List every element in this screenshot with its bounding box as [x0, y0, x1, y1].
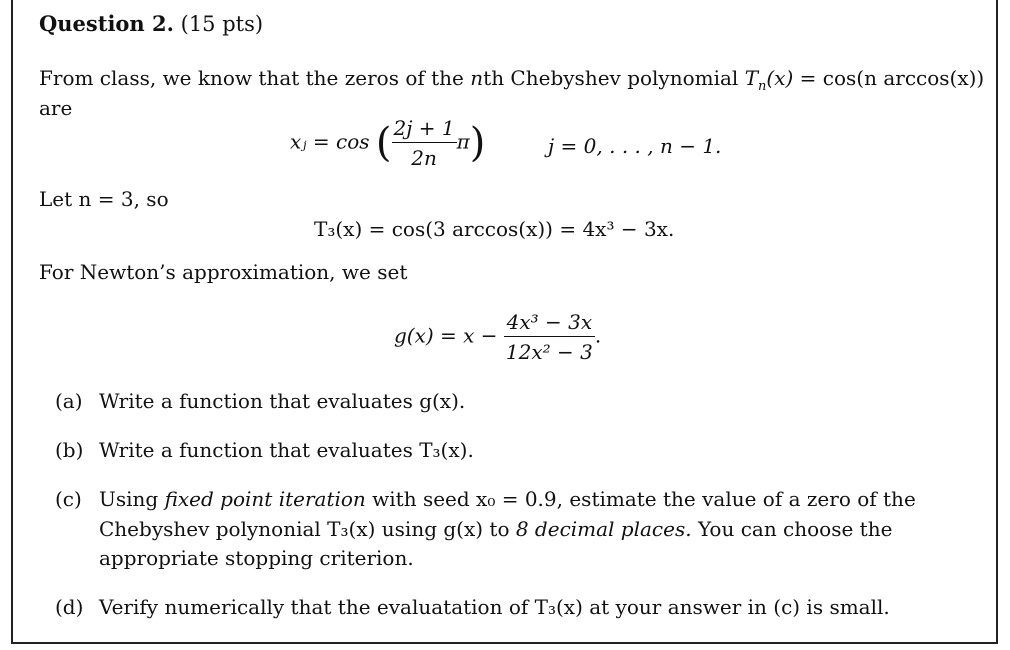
part-a [55, 391, 465, 411]
newton-period: . [594, 323, 602, 348]
newton-lhs: g(x) = x − [394, 323, 498, 348]
part-d [55, 597, 890, 617]
intro-th: th Chebyshev polynomial [483, 66, 739, 90]
chebyshev-symbol: $T_n(x)$ [744, 66, 794, 94]
intro-n: n [470, 66, 484, 90]
zeros-range: j = 0, . . . , n − 1. [548, 134, 722, 158]
let-text: Let n = 3, so [39, 187, 169, 211]
newton-denominator: 12x² − 3 [504, 336, 595, 364]
part-c [55, 489, 916, 509]
intro-are: are [39, 96, 73, 120]
zeros-denominator: 2n [392, 142, 457, 170]
part-c-label: (c) [55, 487, 82, 511]
zeros-lhs: xⱼ = cos [290, 129, 370, 154]
part-c-mid: with seed x₀ = 0.9, estimate the value of a zero of the [365, 487, 916, 511]
part-d-text: Verify numerically that the evaluatation of T₃(x) at your answer in (c) is small. [99, 595, 890, 619]
newton-intro: For Newton’s approximation, we set [39, 260, 408, 284]
chebyshev-definition: = cos(n arccos(x)) [799, 66, 985, 90]
intro-line [39, 66, 985, 94]
newton-fraction [504, 310, 595, 364]
question-number: Question 2. [39, 11, 174, 36]
part-b [55, 440, 474, 460]
part-c-emphasis-2: 8 decimal places. [515, 517, 692, 541]
t3-equation: T₃(x) = cos(3 arccos(x)) = 4x³ − 3x. [314, 217, 675, 241]
newton-numerator: 4x³ − 3x [506, 310, 593, 334]
part-a-label: (a) [55, 389, 83, 413]
intro-text: From class, we know that the zeros of the [39, 66, 464, 90]
zeros-pi: π [456, 129, 470, 154]
part-a-text: Write a function that evaluates g(x). [99, 389, 466, 413]
close-paren: ) [469, 120, 486, 166]
part-c-line2 [99, 519, 892, 539]
question-points: (15 pts) [180, 12, 264, 36]
part-c-pre: Using [99, 487, 165, 511]
part-c-line3: appropriate stopping criterion. [99, 546, 414, 570]
zeros-formula [290, 116, 485, 170]
part-c-line2-pre: Chebyshev polynonial T₃(x) using g(x) to [99, 517, 516, 541]
zeros-numerator: 2j + 1 [393, 116, 455, 140]
part-b-label: (b) [55, 438, 84, 462]
zeros-fraction [392, 116, 457, 170]
part-b-text: Write a function that evaluates T₃(x). [99, 438, 474, 462]
open-paren: ( [375, 120, 392, 166]
question-title [39, 11, 263, 36]
part-c-emphasis-1: fixed point iteration [164, 487, 366, 511]
part-c-line2-post: You can choose the [691, 517, 893, 541]
part-d-label: (d) [55, 595, 84, 619]
newton-formula [394, 310, 601, 364]
